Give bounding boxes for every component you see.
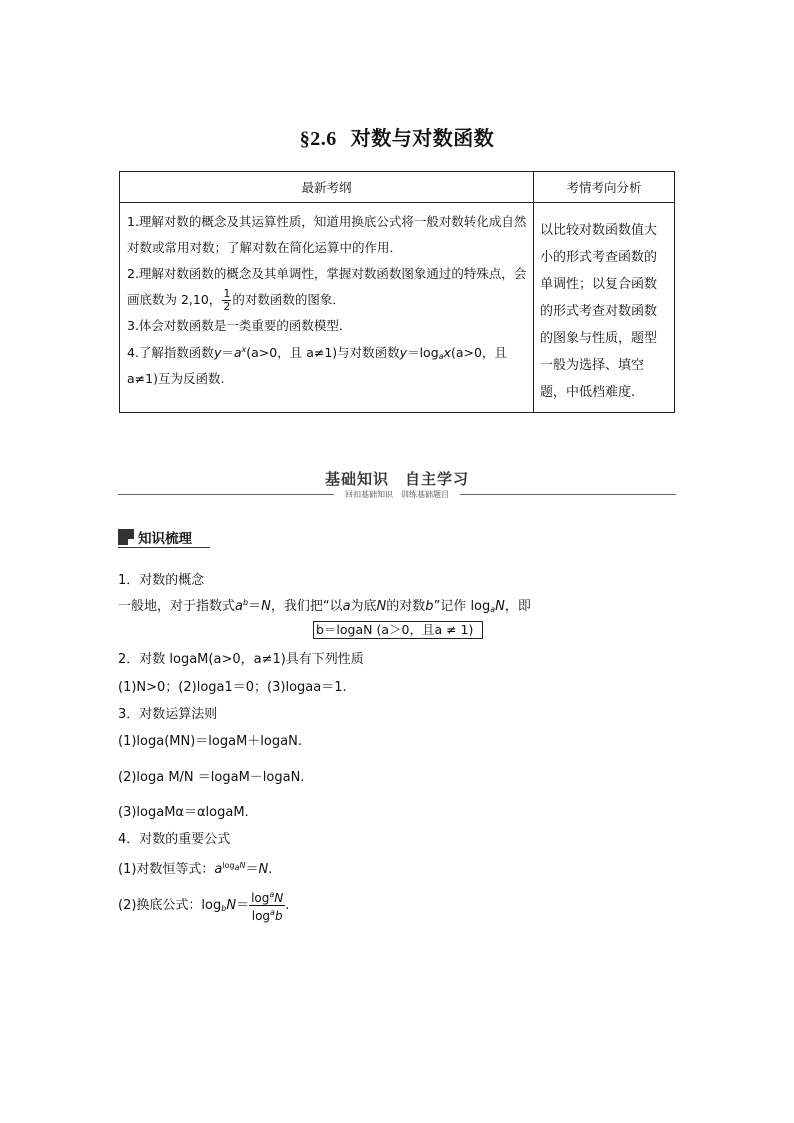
syllabus-item-1: 1.理解对数的概念及其运算性质，知道用换底公式将一般对数转化成自然对数或常用对数；了解对数在简化运算中的作用． (127, 214, 527, 255)
header-analysis: 考情考向分析 (534, 172, 675, 203)
page-title (0, 122, 794, 151)
syllabus-item-4: 4.了解指数函数$y=a^x(a>0$，且 a≠1)与对数函数$y=\log_ax(a>0$，且 a≠1)互为反函数. (127, 345, 507, 386)
section-banner-title: 基础知识 自主学习 (324, 470, 469, 488)
heading-3: 3．对数运算法则 (118, 707, 218, 722)
heading-1: 1．对数的概念 (118, 573, 205, 588)
square-bullet-icon (118, 529, 134, 545)
boxed-definition: b＝logaN (a＞0，且a ≠ 1) (313, 621, 483, 639)
header-syllabus: 最新考纲 (120, 172, 534, 203)
analysis-cell: 以比较对数函数值大小的形式考查函数的单调性；以复合函数的形式考查对数函数的图象与性质，题型一般为选择、填空题，中低档难度. (534, 203, 675, 413)
formula-identity: (1)对数恒等式：$a^{log_aN}=N$. (118, 861, 273, 877)
change-base-fraction: $\frac{\log^aN}{\log^ab}$ (251, 890, 284, 923)
properties-line: (1)N>0；(2)loga1＝0；(3)logaa＝1. (118, 680, 347, 695)
knowledge-heading-label: 知识梳理 (138, 531, 192, 547)
rule-2: (2)loga M/N ＝logaM－logaN. (118, 770, 305, 785)
title-text: 对数与对数函数 (350, 126, 495, 150)
syllabus-item-3: 3.体会对数函数是一类重要的函数模型． (127, 318, 352, 333)
section-number: §2.6 (299, 128, 337, 150)
paragraph-1: 一般地，对于指数式$a^b=N$，我们把“以a为底N的对数b”记作 $\log_aN$，即 (118, 598, 531, 614)
section-banner-subtitle: 回扣基础知识 训练基础题目 (345, 490, 449, 499)
rule-3: (3)logaMα＝αlogaM. (118, 805, 249, 820)
syllabus-cell (120, 203, 534, 413)
heading-4: 4．对数的重要公式 (118, 832, 231, 847)
fraction-half: $\frac{1}{2}$ (223, 287, 231, 313)
knowledge-heading (118, 527, 210, 548)
formula-change-base: (2)换底公式：$\log_bN=$ $\frac{\log^aN}{\log^ab}$ . (118, 890, 290, 923)
outline-table (119, 171, 675, 413)
syllabus-item-2: 2.理解对数函数的概念及其单调性，掌握对数函数图象通过的特殊点，会画底数为 2,10， $\frac{1}{2}$ 的对数函数的图象． (127, 266, 527, 313)
rule-1: (1)loga(MN)＝logaM＋logaN. (118, 734, 302, 749)
heading-2: 2．对数 logaM(a>0，a≠1)具有下列性质 (118, 652, 364, 667)
